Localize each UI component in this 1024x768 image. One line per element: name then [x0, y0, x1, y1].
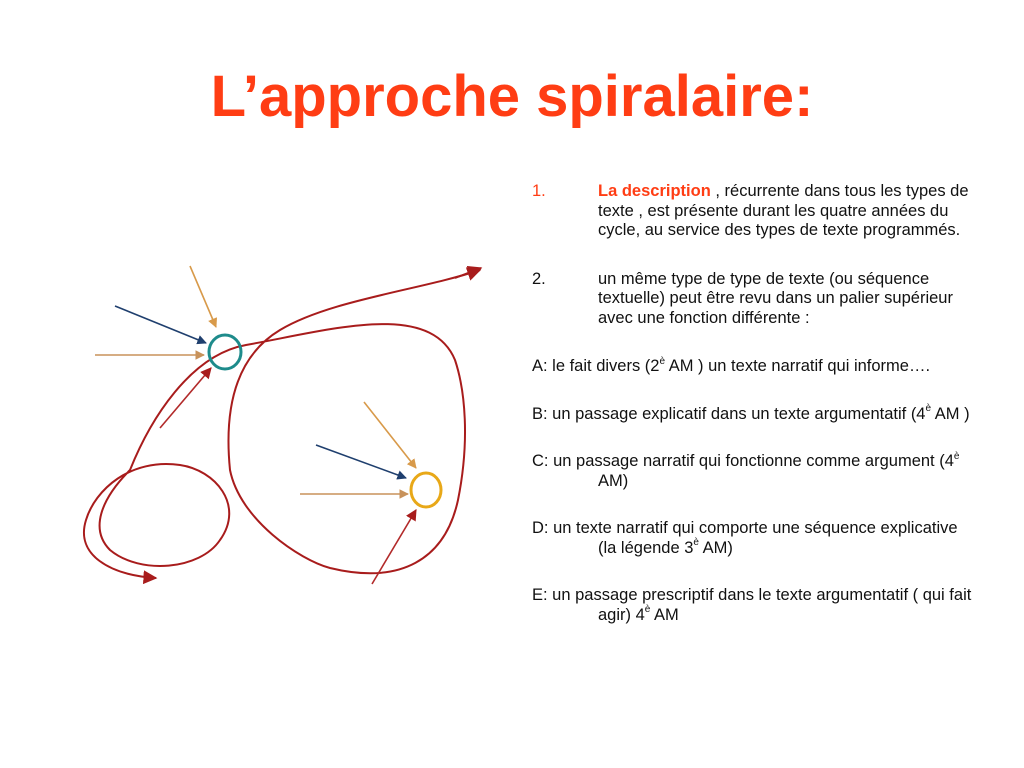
arrow-navy-to-teal [115, 306, 206, 343]
example-text: D: un texte narratif qui comporte une séquence explicative (la légende 3 [532, 519, 958, 557]
example-text: AM) [698, 538, 733, 557]
example-b [532, 405, 972, 425]
spiral-exit-arrow [455, 268, 481, 278]
example-text: C: un passage narratif qui fonctionne comme argument (4 [532, 452, 954, 470]
example-text: AM ) [931, 404, 970, 423]
numbered-item-2 [532, 270, 972, 329]
spiral-curve [84, 270, 480, 578]
item-number: 2. [532, 269, 546, 288]
superscript: è [953, 450, 960, 462]
example-d [532, 519, 972, 558]
arrow-orange-to-teal [190, 266, 216, 327]
example-a [532, 357, 972, 377]
superscript: è [644, 604, 651, 615]
superscript: è [659, 355, 666, 367]
arrow-red-to-teal [160, 368, 211, 428]
example-text: AM ) un texte narratif qui informe…. [665, 357, 931, 375]
content-text [532, 182, 972, 653]
example-text: A: le fait divers (2 [532, 357, 660, 375]
superscript: è [693, 537, 699, 548]
item-text: un même type de type de texte (ou séquence textuelle) peut être revu dans un palier supérieur avec une fonction différente : [598, 269, 953, 327]
yellow-circle [411, 473, 441, 507]
item-keyword: La description [598, 182, 711, 200]
example-text: AM) [598, 471, 629, 490]
example-text: B: un passage explicatif dans un texte argumentatif (4 [532, 404, 926, 423]
example-c [532, 452, 972, 491]
example-text: E: un passage prescriptif dans le texte argumentatif ( qui fait agir) 4 [532, 586, 972, 624]
arrow-red-to-yellow [372, 510, 416, 584]
item-number: 1. [532, 182, 546, 200]
superscript: è [925, 403, 932, 414]
numbered-item-1 [532, 182, 972, 241]
slide-title: L’approche spiralaire: [210, 64, 814, 129]
example-e [532, 586, 972, 625]
arrow-navy-to-yellow [316, 445, 406, 478]
arrow-orange-to-yellow [364, 402, 416, 468]
example-text: AM [650, 605, 679, 624]
item-text: , récurrente dans tous les types de texte , est présente durant les quatre années du cycle, au service des types de texte programmés. [598, 182, 969, 239]
